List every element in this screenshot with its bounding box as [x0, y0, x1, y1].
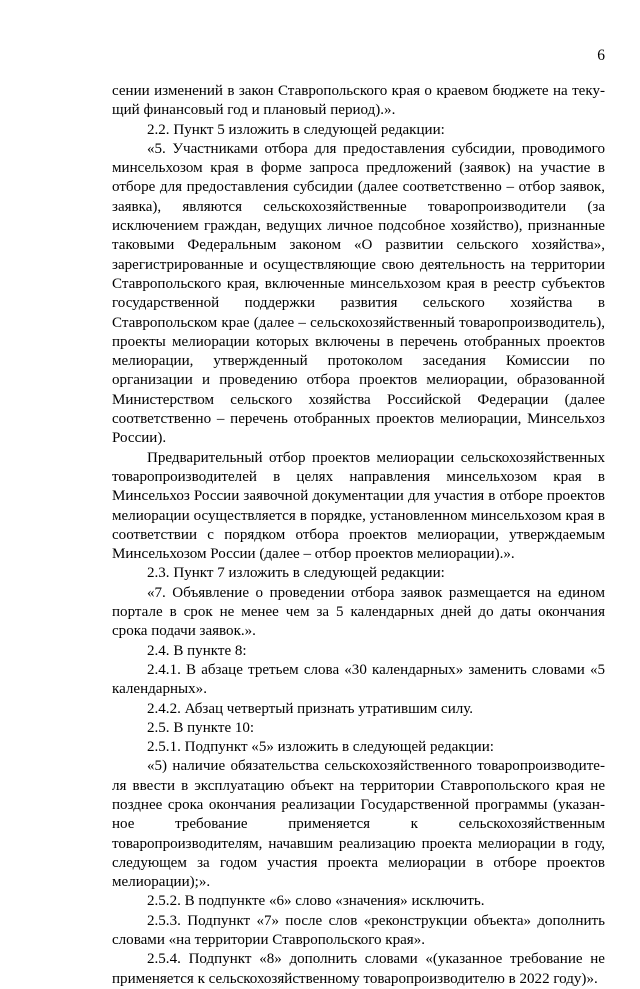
paragraph-item-2-3: 2.3. Пункт 7 изложить в следующей редакции: — [147, 565, 445, 582]
document-body — [112, 82, 605, 989]
paragraph-item-2-4-2: 2.4.2. Абзац четвертый признать утратившим силу. — [147, 700, 474, 717]
paragraph-item-2-4-1: 2.4.1. В абзаце третьем слова «30 календарных» заменить словами «5 календарных». — [112, 661, 605, 698]
paragraph-subclause-5: «5) наличие обязательства сельскохозяйственного товаропроизводителя ввести в эксплуатацию объект на территории Ставропольского края не позднее срока окончания реализации Государственной программы (указанное требование применяется к сельскохозяйственным товаропроизводителям, начавшим реализацию проекта мелиорации в году, следующем за годом участия проекта мелиорации в отборе проектов мелиорации);». — [112, 758, 605, 891]
paragraph-item-2-5-4: 2.5.4. Подпункт «8» дополнить словами «(указанное требование не применяется к сельскохозяйственному товаропроизводителю в 2022 году)». — [112, 951, 605, 987]
paragraph-item-2-2: 2.2. Пункт 5 изложить в следующей редакции: — [147, 121, 445, 138]
paragraph-item-2-4: 2.4. В пункте 8: — [147, 642, 247, 659]
page-number: 6 — [597, 47, 605, 64]
paragraph-continuation: сении изменений в закон Ставропольского края о краевом бюджете на текущий финансовый год и плановый период).». — [112, 83, 605, 119]
paragraph-preliminary-selection: Предварительный отбор проектов мелиорации сельскохозяйственных товаропроизводителей в целях направления минсельхозом края в Минсельхоз России заявочной документации для участия в отборе проектов мелиорации осуществляется в порядке, установленном минсельхозом края в соответствии с порядком отбора проектов мелиорации, утверждаемым Минсельхозом России (далее – отбор проектов мелиорации).». — [112, 449, 605, 563]
paragraph-item-2-5: 2.5. В пункте 10: — [147, 719, 255, 736]
paragraph-clause-7: «7. Объявление о проведении отбора заявок размещается на едином портале в срок не менее чем за 5 календарных дней до даты окончания срока подачи заявок.». — [112, 584, 605, 640]
paragraph-clause-5: «5. Участниками отбора для предоставления субсидии, проводимого минсельхозом края в форме запроса предложений (заявок) на участие в отборе для предоставления субсидии (далее соответственно – отбор заявок, заявка), являются сельскохозяйственные товаропроизводители (за исключением граждан, ведущих личное подсобное хозяйство), признанные таковыми Федеральным законом «О развитии сельского хозяйства», зарегистрированные и осуществляющие свою деятельность на территории Ставропольского края, включенные минсельхозом края в реестр субъектов государственной поддержки развития сельского хозяйства в Ставропольском крае (далее – сельскохозяйственный товаропроизводитель), проекты мелиорации которых включены в перечень отобранных проектов мелиорации, утвержденный протоколом заседания Комиссии по организации и проведению отбора проектов мелиорации, образованной Министерством сельского хозяйства Российской Федерации (далее соответственно – перечень отобранных проектов мелиорации, Минсельхоз России). — [112, 140, 605, 447]
paragraph-item-2-5-1: 2.5.1. Подпункт «5» изложить в следующей редакции: — [147, 739, 494, 756]
paragraph-item-2-5-2: 2.5.2. В подпункте «6» слово «значения» исключить. — [147, 893, 485, 910]
paragraph-item-2-5-3: 2.5.3. Подпункт «7» после слов «реконструкции объекта» дополнить словами «на территории Ставропольского края». — [112, 912, 605, 949]
